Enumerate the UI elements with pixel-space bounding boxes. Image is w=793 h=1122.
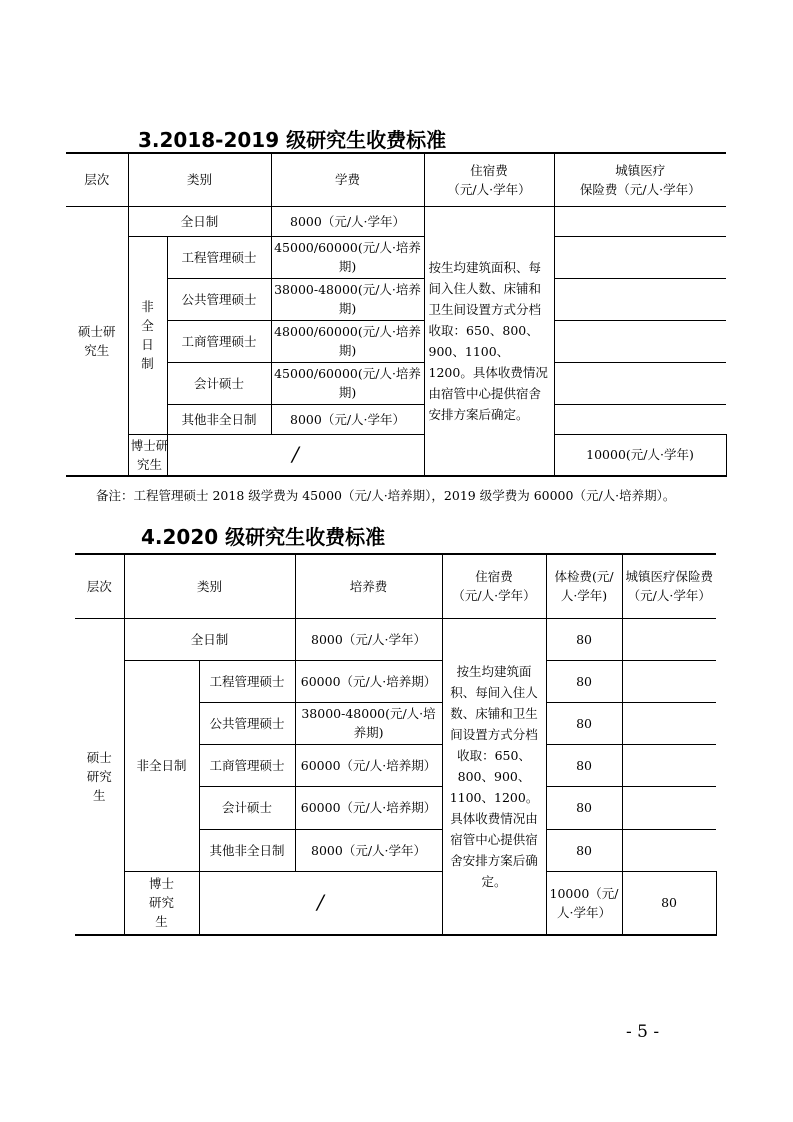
- fee-cell: 8000（元/人·学年）: [271, 206, 424, 236]
- header-insurance-line1: 城镇医疗: [615, 162, 666, 178]
- insurance-cell: [622, 829, 716, 871]
- fee-cell: 38000-48000(元/人·培养期): [271, 278, 424, 320]
- insurance-cell: [622, 660, 716, 702]
- doctor-label: 博士研究生: [130, 437, 169, 472]
- parttime-label: 非全日制: [141, 299, 154, 371]
- insurance-cell: [554, 206, 726, 236]
- header-insurance: [554, 153, 726, 206]
- header-dorm: [442, 554, 546, 618]
- header-dorm: [424, 153, 554, 206]
- header-physical: 体检费(元/人·学年): [546, 554, 622, 618]
- doctor-physical-cell: 80: [622, 871, 716, 935]
- table-row: [66, 206, 726, 236]
- insurance-cell: [554, 404, 726, 434]
- parttime-cell: 非全日制: [124, 660, 199, 871]
- section3-title: 3.2018-2019 级研究生收费标准: [138, 128, 447, 152]
- category-cell: 公共管理硕士: [199, 702, 295, 744]
- header-level: 层次: [66, 153, 128, 206]
- dorm-description: 按生均建筑面积、每间入住人数、床铺和卫生间设置方式分档收取：650、800、900、1100、1200。具体收费情况由宿管中心提供宿舍安排方案后确定。: [424, 206, 554, 476]
- category-cell: 公共管理硕士: [167, 278, 271, 320]
- doctor-level-cell: [124, 871, 199, 935]
- insurance-cell: [622, 744, 716, 786]
- doctor-category-cell: /: [167, 434, 424, 476]
- insurance-cell: [554, 278, 726, 320]
- table-header-row: [66, 153, 726, 206]
- header-insurance: 城镇医疗保险费（元/人·学年）: [622, 554, 716, 618]
- fee-cell: 8000（元/人·学年）: [295, 829, 442, 871]
- section3-note: 备注：工程管理硕士 2018 级学费为 45000（元/人·培养期），2019 级学费为 60000（元/人·培养期）。: [96, 488, 676, 503]
- doctor-level-cell: [128, 434, 167, 476]
- physical-cell: 80: [546, 744, 622, 786]
- master-level-cell: [75, 618, 124, 935]
- fee-cell: 45000/60000(元/人·培养期): [271, 362, 424, 404]
- category-cell: 工程管理硕士: [199, 660, 295, 702]
- fee-table-2020: [75, 553, 716, 936]
- insurance-cell: [554, 236, 726, 278]
- fee-cell: 60000（元/人·培养期）: [295, 786, 442, 829]
- physical-cell: 80: [546, 829, 622, 871]
- master-label: 硕士研究生: [86, 749, 112, 803]
- header-dorm-line1: 住宿费: [470, 162, 508, 178]
- fee-cell: 60000（元/人·培养期）: [295, 660, 442, 702]
- dorm-description: 按生均建筑面积、每间入住人数、床铺和卫生间设置方式分档收取：650、800、900、1100、1200。具体收费情况由宿管中心提供宿舍安排方案后确定。: [442, 618, 546, 935]
- doctor-label: 博士研究生: [148, 876, 174, 930]
- fee-cell: 60000（元/人·培养期）: [295, 744, 442, 786]
- doctor-category-cell: /: [199, 871, 442, 935]
- table-row: [75, 660, 716, 702]
- category-cell: 其他非全日制: [167, 404, 271, 434]
- insurance-cell: [622, 702, 716, 744]
- fee-cell: 48000/60000(元/人·培养期): [271, 320, 424, 362]
- insurance-cell: [554, 362, 726, 404]
- table-row: [66, 434, 726, 476]
- category-cell: 工程管理硕士: [167, 236, 271, 278]
- section4-title: 4.2020 级研究生收费标准: [141, 525, 386, 549]
- insurance-cell: [622, 786, 716, 829]
- category-cell: 工商管理硕士: [199, 744, 295, 786]
- insurance-cell: [622, 618, 716, 660]
- physical-cell: 80: [546, 660, 622, 702]
- table-row: [75, 618, 716, 660]
- header-dorm-line1: 住宿费: [475, 569, 513, 585]
- category-cell: 全日制: [128, 206, 271, 236]
- doctor-fee-cell: 10000(元/人·学年): [554, 434, 726, 476]
- master-level-cell: [66, 206, 128, 476]
- header-dorm-line2: （元/人·学年）: [452, 588, 536, 604]
- header-category: 类别: [128, 153, 271, 206]
- fee-cell: 8000（元/人·学年）: [295, 618, 442, 660]
- table-row: [75, 871, 716, 935]
- header-insurance-line2: 保险费（元/人·学年）: [579, 181, 701, 197]
- master-label: 硕士研究生: [77, 323, 116, 358]
- page-number: - 5 -: [626, 1022, 660, 1042]
- parttime-cell: [128, 236, 167, 434]
- table-row: [66, 236, 726, 278]
- category-cell: 会计硕士: [167, 362, 271, 404]
- table-header-row: [75, 554, 716, 618]
- header-tuition: 学费: [271, 153, 424, 206]
- header-dorm-line2: （元/人·学年）: [447, 181, 531, 197]
- header-level: 层次: [75, 554, 124, 618]
- header-category: 类别: [124, 554, 295, 618]
- fee-cell: 45000/60000(元/人·培养期): [271, 236, 424, 278]
- fee-table-2018-2019: [66, 152, 726, 477]
- category-cell: 全日制: [124, 618, 295, 660]
- physical-cell: 80: [546, 786, 622, 829]
- category-cell: 其他非全日制: [199, 829, 295, 871]
- fee-cell: 38000-48000(元/人·培养期): [295, 702, 442, 744]
- header-fee: 培养费: [295, 554, 442, 618]
- category-cell: 会计硕士: [199, 786, 295, 829]
- physical-cell: 80: [546, 618, 622, 660]
- insurance-cell: [554, 320, 726, 362]
- fee-cell: 8000（元/人·学年）: [271, 404, 424, 434]
- doctor-fee-cell: 10000（元/人·学年）: [546, 871, 622, 935]
- category-cell: 工商管理硕士: [167, 320, 271, 362]
- physical-cell: 80: [546, 702, 622, 744]
